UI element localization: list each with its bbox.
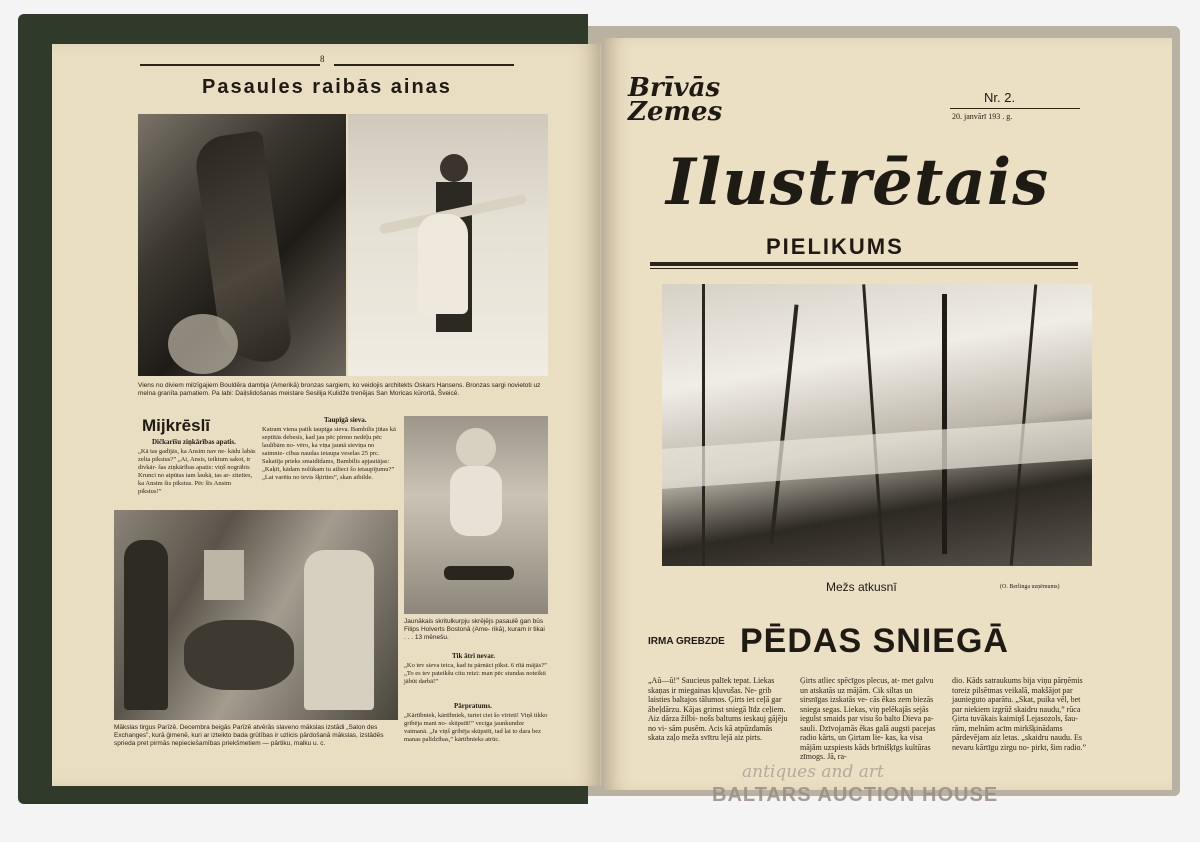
exam-title: Pārpratums. [454,702,492,710]
masthead-line-1: Brīvās [628,73,721,103]
title-rule-thin [650,268,1078,269]
right-page [604,38,1172,790]
issue-date: 20. janvārī 193 . g. [952,112,1013,121]
middle-title: Taupīgā sieva. [324,416,367,424]
photo-credit: (O. Berlinga uzņēmums) [1000,584,1060,590]
header-rule-right [334,64,514,66]
story-column-3: dio. Kāds satraukums bija viņu pārņēmis toreiz pilsētmas veikalā, makšājot par jaunieguto aparātu. „Skat, puika vēl, bet par niekiem izgrūž skaidru naudu,” rūca Ģirta tuvākais kaimiņš Lejasozols, šau- rām, melnām acīm mirkšķinādams pārdevējam aiz letas. „skaidru naudu. Es nevaru kārtīgu zirgu no- pirkt, šim radio.” [952,676,1087,752]
left-page [52,44,601,786]
column-text: „Kā tas gadījās, ka Ansim nav ne- kādu labās zelta pikstus?” „Ai, Ansis, teiktum sakot, ir divkār- šas ziņkārības apatis: viņš nogrābis Krunci no atpūtas tam laukā, tas ar- ziteties, ka Ansim šis pikstus. Pēc šīs Ansim pikstus!” [138,448,256,495]
issue-number: Nr. 2. [984,90,1016,105]
photo-caption: Mežs atkusnī [826,580,897,594]
winter-forest-photo [662,284,1092,566]
page-heading: Pasaules raibās ainas [202,76,452,98]
figure-skater-photo [348,114,548,376]
story-author: IRMA GREBZDE [648,636,725,647]
story-title: PĒDAS SNIEGĀ [740,622,1009,660]
watermark-line-2: BALTARS AUCTION HOUSE [712,784,999,806]
story-column-2: Ģirts atliec spēcīgos plecus, at- met galvu un atskatās uz mājām. Cik siltas un sirsnīgas izskatās ve- cās ēkas zem biezās sniega segas. Liekas, viņ pelēkajās sejās iegulst smaids par visu šo balto Dieva pa- sauli. Dzīvojamās ēkas galā augsti pacejas radio kārts, un Ģirtam lie- kas, ka visa mājām uzspiests kāds brīnišķīgs kultūras zīmogs. Jā, ra- [800,676,936,761]
watermark-line-1: antiques and art [742,762,884,782]
column-subtitle: Dičkarīšu ziņkārības apatis. [152,438,236,446]
photo-caption-top: Viens no diviem milzīgajiem Bouldēra dambja (Amerikā) bronzas sargiem, ko veidojis architekts Oskars Hansens. Bronzas sargi novietoti uz melna granīta pamatiem. Pa labi: Daiļslidošanas meistare Sesilija Kulidže trenējas San Moricas kūrortā, Šveicē. [138,382,541,397]
supplement-title: Ilustrētais [666,145,1050,220]
toddler-caption: Jaunākais skritulkurpju skrējējs pasaulē gan būs Filips Holverts Bostonā (Ame- rikā), kuram ir tikai . . . 13 mēnešu. [404,618,545,641]
quick-title: Tik ātri nevar. [452,652,495,660]
supplement-subtitle: PIELIKUMS [766,234,904,259]
quick-text: „Ko tev sieva teica, kad tu pārnāci pīkst. 6 rītā mājās?” „To es tev pateikšu citu reizi: man pēc stundas noteikti jābūt darbā!” [404,662,547,685]
header-rule-left [140,64,320,66]
story-column-1: „Aū—ū!” Saucieus palīek tepat. Liekas skaņas ir miegainas kļuvušas. Ne- grib laisties baltajos tālumos. Ģirts iet ceļā gar ābeļdārzu. Kājas grimst sniegā līdz ceļiem. Aiz dārza žilbi- nošs baltums ieskauj gājēju no vi- sām pusēm. Acis kā atpūzdamās skata zaļo meža svītru lejā aiz pirts. [648,676,788,742]
art-market-photo [114,510,398,720]
masthead-line-2: Zemes [628,97,723,127]
exam-text: „Kārtībniek, kārtībniek, turiet ciet šo vīrieti! Viņš tikko gribēja mani no- skūpstīt!” veciga jaunkundze vaimanā. „Ja viņš gribēja skūpstīt, tad lai to dara bez manas palīdzības,” kārtībnieks atrūc. [404,712,548,743]
column-title: Mijkrēslī [142,416,211,435]
bound-newspaper-volume [18,14,1168,804]
bronze-statue-photo [138,114,346,376]
title-rule-thick [650,262,1078,266]
issue-rule [950,108,1080,109]
middle-text: Katram viena patīk taupīga sieva. Bambilis jūtas kā septītās debesīs, kad jau pēc pirmo nedēļu pēc laulībām no- vēro, ka viņa jaunā sieviņa no saimnie- cības naudas ietaupa veselas 25 prc. Sakatīja prieks smaidīdams, Bambilis apjautājas: „Kaķīt, kādam nolūkam tu atlieci šo ietaupījumu?” „Lai varētu no tevis šķirties”, skan atbilde. [262,426,396,481]
toddler-skating-photo [404,416,548,614]
art-market-caption: Mākslas tirgus Parīzē. Decembra beigās Parīzē atvērās slaveno mākslas izstādi „Salon des Exchanges”, kurā ģimenē, kuri ar izteikto bada grūtības ir uzlicis pārdošanā mākslas, izstādēs sprieda pret pirmās nepieciešamības priekšmetiem — pārtiku, malku u. c. [114,724,384,747]
page-number: 8 [320,54,325,64]
